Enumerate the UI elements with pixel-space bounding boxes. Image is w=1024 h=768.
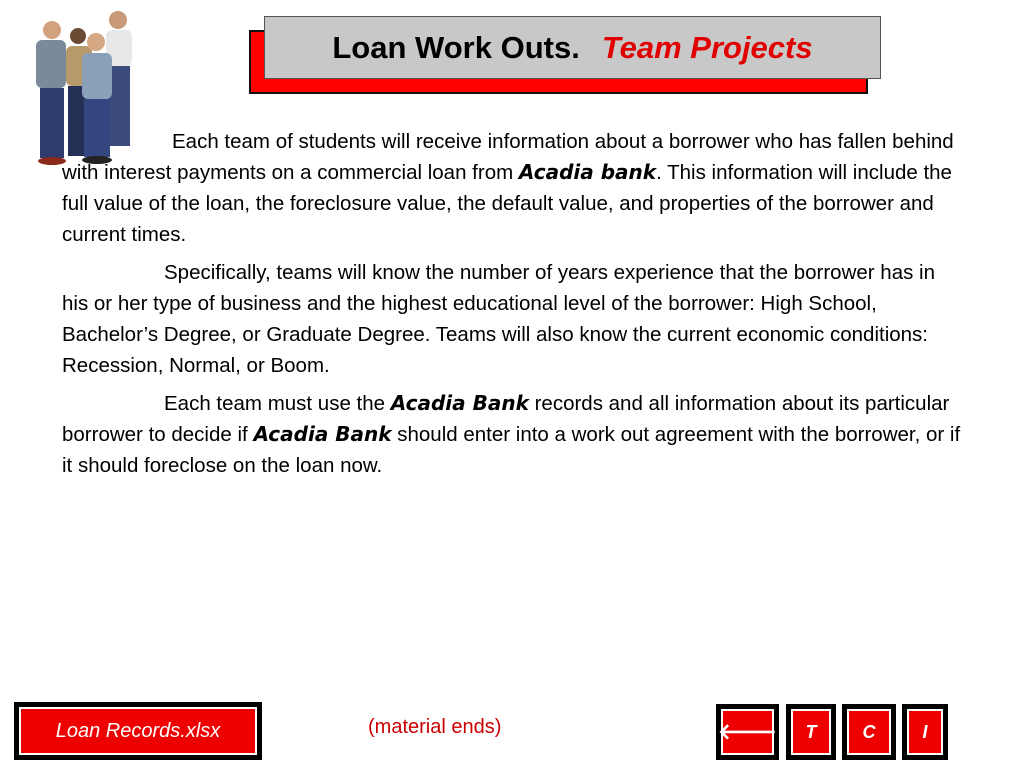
t-button-label: T (791, 709, 831, 755)
paragraph-3-text-end: should enter into a work out agreement with the borrower, or if it should foreclose on the loan now. (62, 423, 961, 477)
paragraph-2-text: Specifically, teams will know the number of years experience that the borrower has in his or her type of business and the highest educational level of the borrower: High School, Bachelor’s Degree, or Graduate Degree. Teams will also know the current economic conditions: Recession, Normal, or Boom. (62, 261, 936, 377)
bank-name: Acadia bank (518, 160, 657, 184)
loan-records-link[interactable] (14, 702, 262, 760)
paragraph-1-text-end: . This information will include the full value of the loan, the foreclosure value, the default value, and properties of the borrower and current times. (62, 161, 952, 246)
i-button-label: I (907, 709, 943, 755)
paragraph-3-text: Each team must use the (164, 392, 391, 415)
page-subtitle: Team Projects (601, 29, 813, 65)
paragraph-3 (62, 388, 962, 481)
loan-records-label: Loan Records.xlsx (19, 707, 257, 755)
left-arrow-icon: 🡐 (721, 709, 774, 755)
material-ends-note: (material ends) (368, 716, 502, 738)
paragraph-3-text-middle: records and all information about its particular borrower to decide if (62, 392, 950, 446)
body-text (62, 126, 962, 488)
title-banner (264, 16, 881, 79)
page-title: Loan Work Outs. (332, 29, 580, 65)
bank-name: Acadia Bank (390, 391, 529, 415)
paragraph-2 (62, 257, 962, 381)
t-button[interactable] (786, 704, 836, 760)
paragraph-1 (62, 126, 962, 250)
back-button[interactable] (716, 704, 779, 760)
c-button-label: C (847, 709, 891, 755)
c-button[interactable] (842, 704, 896, 760)
i-button[interactable] (902, 704, 948, 760)
paragraph-1-text: Each team of students will receive information about a borrower who has fallen behind with interest payments on a commercial loan from (62, 130, 954, 184)
bank-name: Acadia Bank (253, 422, 392, 446)
